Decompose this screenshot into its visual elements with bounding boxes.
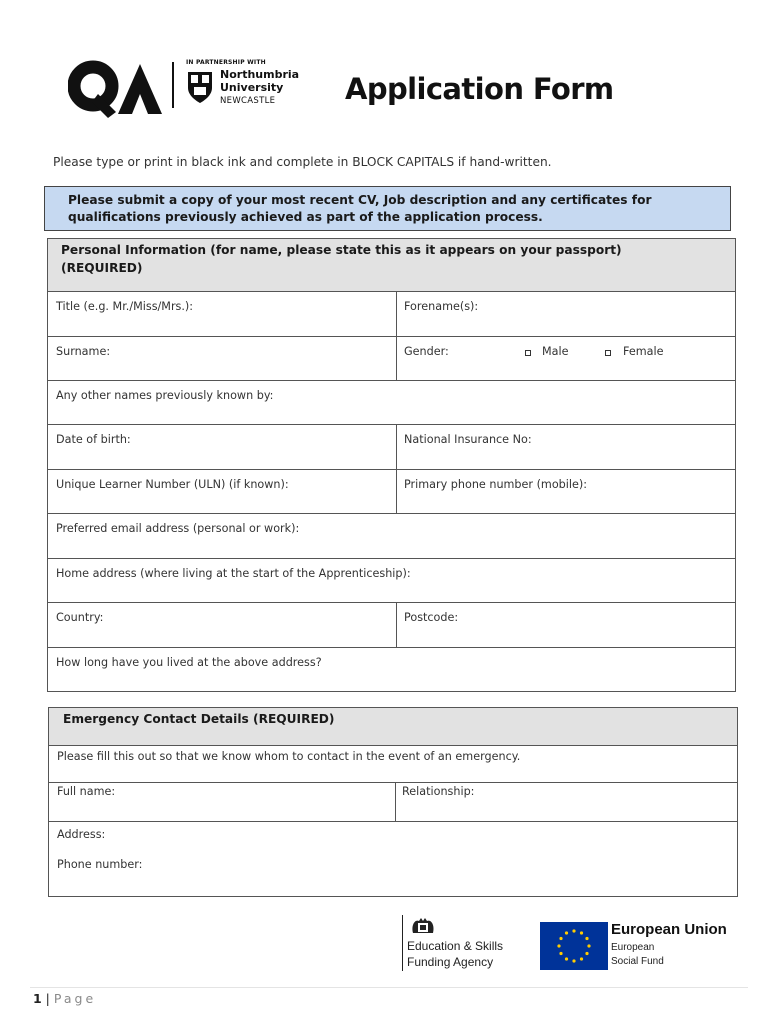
gender-female-label: Female [623,345,664,358]
gender-male-label: Male [542,345,569,358]
eu-star-icon [585,937,588,940]
footer-rule [30,987,748,988]
forename-label: Forename(s): [404,300,479,313]
emergency-fullname-label: Full name: [57,785,116,798]
title-field[interactable] [48,292,396,336]
eu-title: European Union [611,921,727,938]
ni-label: National Insurance No: [404,433,532,446]
surname-field[interactable] [48,337,396,380]
qa-logo [68,56,168,120]
emergency-heading: Emergency Contact Details (REQUIRED) [63,712,335,726]
eu-star-icon [585,952,588,955]
page-footer [33,991,96,1006]
table-row [48,380,735,424]
emergency-phone-label: Phone number: [57,858,143,871]
university-name-line1: Northumbria [220,68,300,81]
table-row [48,469,735,513]
home-address-label: Home address (where living at the start of the Apprenticeship): [56,567,411,580]
table-row [48,336,735,380]
eu-flag-icon [540,922,608,970]
eu-star-icon [572,929,575,932]
postcode-field[interactable] [396,603,735,647]
gender-label: Gender: [404,345,449,358]
page-separator: | [41,991,54,1006]
country-field[interactable] [48,603,396,647]
table-row [49,782,737,821]
table-row [48,647,735,691]
forename-field[interactable] [396,292,735,336]
title-label: Title (e.g. Mr./Miss/Mrs.): [56,300,194,313]
logo-divider [172,62,174,108]
university-name-line2: University [220,81,284,94]
address-duration-field[interactable] [48,648,735,691]
surname-label: Surname: [56,345,111,358]
email-label: Preferred email address (personal or work): [56,522,300,535]
university-crest-icon [186,70,214,104]
email-field[interactable] [48,514,735,558]
eu-star-icon [565,957,568,960]
form-instruction: Please type or print in black ink and complete in BLOCK CAPITALS if hand-written. [53,155,552,169]
other-names-field[interactable] [48,381,735,424]
other-names-label: Any other names previously known by: [56,389,274,402]
esfa-name-line1: Education & Skills [407,939,504,953]
emergency-contact-table [48,707,738,897]
partnership-label: IN PARTNERSHIP WITH [186,59,266,66]
table-row [48,513,735,558]
dob-label: Date of birth: [56,433,131,446]
page-word: Page [53,991,97,1006]
ni-field[interactable] [396,425,735,469]
table-row [48,424,735,469]
esfa-divider [402,915,403,971]
emergency-relationship-field[interactable] [395,783,737,821]
address-duration-label: How long have you lived at the above address? [56,656,322,669]
phone-label: Primary phone number (mobile): [404,478,588,491]
emergency-header [49,708,737,745]
gender-female-checkbox[interactable] [605,350,611,356]
table-row [49,850,737,896]
emergency-instruction-cell [49,746,737,782]
emergency-relationship-label: Relationship: [402,785,475,798]
gender-male-checkbox[interactable] [525,350,531,356]
emergency-phone-field[interactable] [49,850,737,896]
university-city: NEWCASTLE [220,96,276,106]
emergency-address-label: Address: [57,828,106,841]
eu-star-icon [557,944,560,947]
eu-subtitle-line2: Social Fund [611,956,664,967]
eu-star-icon [565,931,568,934]
table-row [48,558,735,602]
emergency-fullname-field[interactable] [49,783,395,821]
country-label: Country: [56,611,104,624]
eu-star-icon [580,957,583,960]
page-number: 1 [33,991,42,1006]
personal-info-heading: Personal Information (for name, please state this as it appears on your passport) (REQUIRED) [61,243,622,275]
eu-star-icon [559,952,562,955]
eu-subtitle-line1: European [611,942,655,953]
eu-star-icon [559,937,562,940]
form-title: Application Form [345,72,614,106]
uln-field[interactable] [48,470,396,513]
eu-star-icon [572,959,575,962]
uln-label: Unique Learner Number (ULN) (if known): [56,478,289,491]
postcode-label: Postcode: [404,611,459,624]
eu-star-icon [587,944,590,947]
notice-text: Please submit a copy of your most recent CV, Job description and any certificates for qualifications previously achieved as part of the application process. [68,193,652,224]
home-address-field[interactable] [48,559,735,602]
royal-coat-of-arms-icon [409,915,437,937]
personal-info-header [48,239,735,291]
table-row [49,745,737,782]
gender-field [396,337,735,380]
eu-star-icon [580,931,583,934]
phone-field[interactable] [396,470,735,513]
esfa-name-line2: Funding Agency [407,955,494,969]
table-row [48,291,735,336]
emergency-instruction: Please fill this out so that we know whom to contact in the event of an emergency. [57,750,521,763]
personal-info-table [47,238,736,692]
dob-field[interactable] [48,425,396,469]
table-row [48,602,735,647]
